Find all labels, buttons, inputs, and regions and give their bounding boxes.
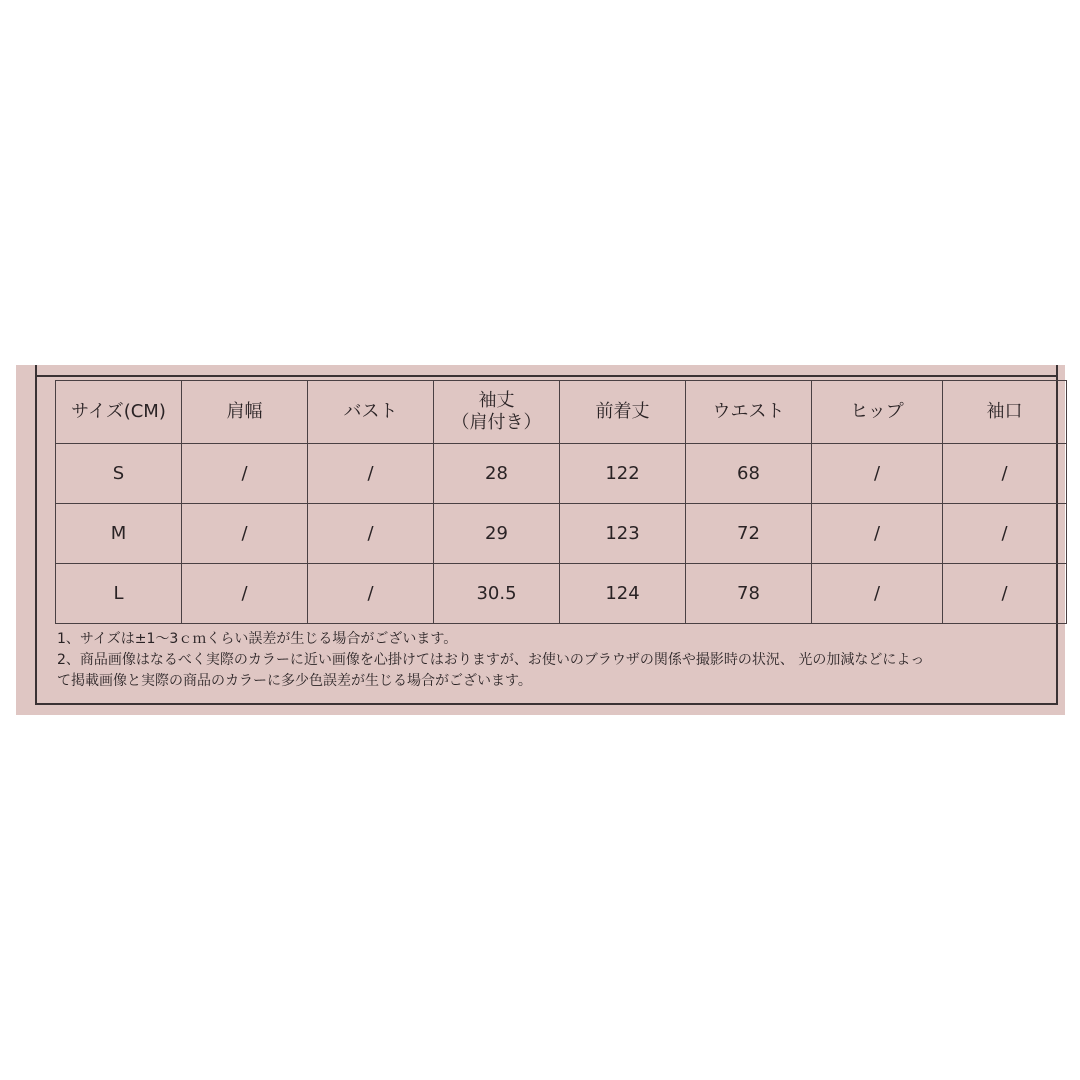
header-waist: ウエスト	[686, 381, 812, 444]
cell-waist: 68	[686, 444, 812, 504]
header-cuff: 袖口	[943, 381, 1067, 444]
cell-size: S	[56, 444, 182, 504]
cell-shoulder: /	[182, 444, 308, 504]
cell-cuff: /	[943, 444, 1067, 504]
cell-waist: 78	[686, 564, 812, 624]
cell-sleeve-length: 30.5	[434, 564, 560, 624]
table-row	[56, 504, 1067, 564]
table-row	[56, 564, 1067, 624]
cell-front-length: 124	[560, 564, 686, 624]
cell-cuff: /	[943, 564, 1067, 624]
header-shoulder: 肩幅	[182, 381, 308, 444]
cell-sleeve-length: 28	[434, 444, 560, 504]
note-line-3: て掲載画像と実際の商品のカラーに多少色誤差が生じる場合がございます。	[57, 673, 532, 689]
header-sleeve-length: 袖丈 （肩付き）	[434, 381, 560, 444]
size-notes	[57, 629, 1067, 692]
cell-front-length: 122	[560, 444, 686, 504]
cell-hip: /	[812, 444, 943, 504]
cell-hip: /	[812, 564, 943, 624]
cell-shoulder: /	[182, 564, 308, 624]
cell-size: L	[56, 564, 182, 624]
note-line-1: 1、サイズは±1～3ｃｍくらい誤差が生じる場合がございます。	[57, 631, 458, 647]
frame-top-rule	[37, 375, 1056, 377]
table-row	[56, 444, 1067, 504]
note-line-2: 2、商品画像はなるべく実際のカラーに近い画像を心掛けてはおりますが、お使いのブラウザの関係や撮影時の状況、 光の加減などによっ	[57, 652, 925, 668]
cell-bust: /	[308, 504, 434, 564]
cell-sleeve-length: 29	[434, 504, 560, 564]
cell-cuff: /	[943, 504, 1067, 564]
table-header-row	[56, 381, 1067, 444]
header-hip: ヒップ	[812, 381, 943, 444]
cell-front-length: 123	[560, 504, 686, 564]
cell-bust: /	[308, 564, 434, 624]
size-table	[55, 380, 1067, 624]
cell-waist: 72	[686, 504, 812, 564]
header-size: サイズ(CM)	[56, 381, 182, 444]
cell-shoulder: /	[182, 504, 308, 564]
header-bust: バスト	[308, 381, 434, 444]
cell-hip: /	[812, 504, 943, 564]
size-chart-frame	[35, 365, 1058, 705]
cell-bust: /	[308, 444, 434, 504]
cell-size: M	[56, 504, 182, 564]
header-front-length: 前着丈	[560, 381, 686, 444]
size-chart-panel	[16, 365, 1065, 715]
